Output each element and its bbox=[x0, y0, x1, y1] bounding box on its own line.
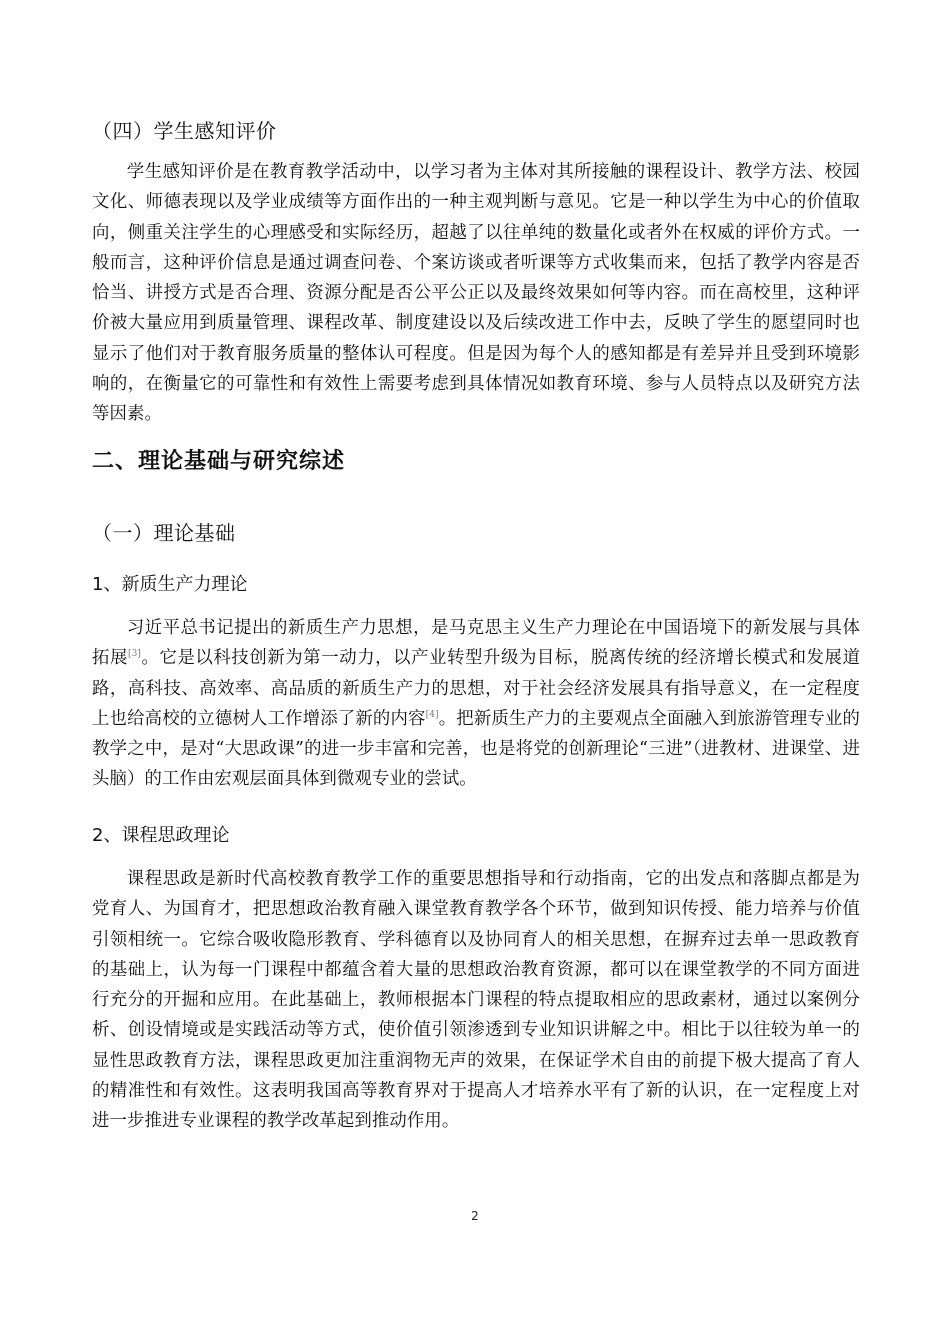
section-heading-theoretical-basis: （一）理论基础 bbox=[92, 521, 236, 545]
paragraph-student-perception: 学生感知评价是在教育教学活动中，以学习者为主体对其所接触的课程设计、教学方法、校园文化、师德表现以及学业成绩等方面作出的一种主观判断与意见。它是一种以学生为中心的价值取向，侧重关注学生的心理感受和实际经历，超越了以往单纯的数量化或者外在权威的评价方式。一般而言，这种评价信息是通过调查问卷、个案访谈或者听课等方式收集而来，包括了教学内容是否恰当、讲授方式是否合理、资源分配是否公平公正以及最终效果如何等内容。而在高校里，这种评价被大量应用到质量管理、课程改革、制度建设以及后续改进工作中去，反映了学生的愿望同时也显示了他们对于教育服务质量的整体认可程度。但是因为每个人的感知都是有差异并且受到环境影响的，在衡量它的可靠性和有效性上需要考虑到具体情况如教育环境、参与人员特点以及研究方法等因素。 bbox=[92, 162, 860, 425]
paragraph-text-part-a: 习近平总书记提出的新质生产力思想，是马克思主义生产力理论在中国语境下的新发展与具体拓展 bbox=[92, 618, 860, 669]
citation-ref-4[interactable]: [4] bbox=[425, 710, 439, 721]
citation-ref-3[interactable]: [3] bbox=[127, 649, 142, 660]
paragraph-course-ideology: 课程思政是新时代高校教育教学工作的重要思想指导和行动指南，它的出发点和落脚点都是为党育人、为国育才，把思想政治教育融入课堂教育教学各个环节，做到知识传授、能力培养与价值引领相统一。它综合吸收隐形教育、学科德育以及协同育人的相关思想，在摒弃过去单一思政教育的基础上，认为每一门课程中都蕴含着大量的思想政治教育资源，都可以在课堂教学的不同方面进行充分的开掘和应用。在此基础上，教师根据本门课程的特点提取相应的思政素材，通过以案例分析、创设情境或是实践活动等方式，使价值引领渗透到专业知识讲解之中。相比于以往较为单一的显性思政教育方法，课程思政更加注重润物无声的效果，在保证学术自由的前提下极大提高了育人的精准性和有效性。这表明我国高等教育界对于提高人才培养水平有了新的认识，在一定程度上对进一步推进专业课程的教学改革起到推动作用。 bbox=[92, 869, 860, 1132]
paragraph-new-productivity bbox=[92, 613, 860, 795]
page-number: 2 bbox=[471, 1209, 479, 1223]
subsection-heading-course-ideology: 2、课程思政理论 bbox=[92, 825, 230, 846]
subsection-heading-new-productivity: 1、新质生产力理论 bbox=[92, 574, 248, 595]
paragraph-text-part-c: 。把新质生产力的主要观点全面融入到旅游管理专业的教学之中，是对“大思政课”的进一步丰富和完善，也是将党的创新理论“三进”（进教材、进课堂、进头脑）的工作由宏观层面具体到微观专业的尝试。 bbox=[92, 708, 860, 790]
section-heading-student-perception: （四）学生感知评价 bbox=[92, 119, 277, 143]
chapter-heading-theory: 二、理论基础与研究综述 bbox=[92, 449, 346, 474]
paragraph-text-part-b: 。它是以科技创新为第一动力，以产业转型升级为目标，脱离传统的经济增长模式和发展道路，高科技、高效率、高品质的新质生产力的思想，对于社会经济发展具有指导意义，在一定程度上也给高校的立德树人工作增添了新的内容 bbox=[92, 648, 860, 729]
